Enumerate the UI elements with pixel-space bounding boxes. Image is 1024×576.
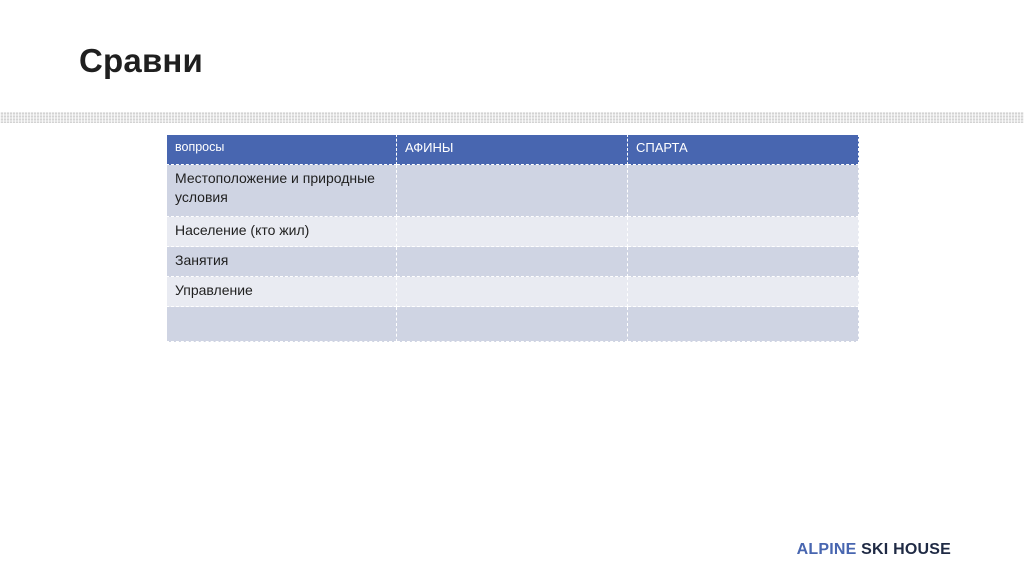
table-row: [167, 247, 859, 277]
brand-logo: [797, 541, 951, 559]
question-cell[interactable]: [167, 307, 397, 342]
sparta-cell[interactable]: [628, 165, 859, 217]
athens-cell[interactable]: [397, 307, 628, 342]
table-header-row: [167, 135, 859, 165]
decorative-divider: [0, 112, 1024, 123]
athens-cell[interactable]: [397, 165, 628, 217]
question-cell[interactable]: Управление: [167, 277, 397, 307]
question-cell[interactable]: Население (кто жил): [167, 217, 397, 247]
sparta-cell[interactable]: [628, 217, 859, 247]
slide-title: Сравни: [79, 42, 204, 79]
brand-rest-text: SKI HOUSE: [856, 541, 951, 558]
question-cell[interactable]: Местоположение и природные условия: [167, 165, 397, 217]
athens-cell[interactable]: [397, 277, 628, 307]
athens-cell[interactable]: [397, 247, 628, 277]
header-athens: АФИНЫ: [397, 135, 628, 165]
table-row: [167, 217, 859, 247]
sparta-cell[interactable]: [628, 247, 859, 277]
header-sparta: СПАРТА: [628, 135, 859, 165]
brand-accent-text: ALPINE: [796, 541, 857, 558]
table-row: [167, 307, 859, 342]
question-cell[interactable]: Занятия: [167, 247, 397, 277]
sparta-cell[interactable]: [628, 307, 859, 342]
table-row: [167, 165, 859, 217]
table-row: [167, 277, 859, 307]
athens-cell[interactable]: [397, 217, 628, 247]
sparta-cell[interactable]: [628, 277, 859, 307]
header-questions: вопросы: [167, 135, 397, 165]
comparison-table: [166, 134, 859, 342]
